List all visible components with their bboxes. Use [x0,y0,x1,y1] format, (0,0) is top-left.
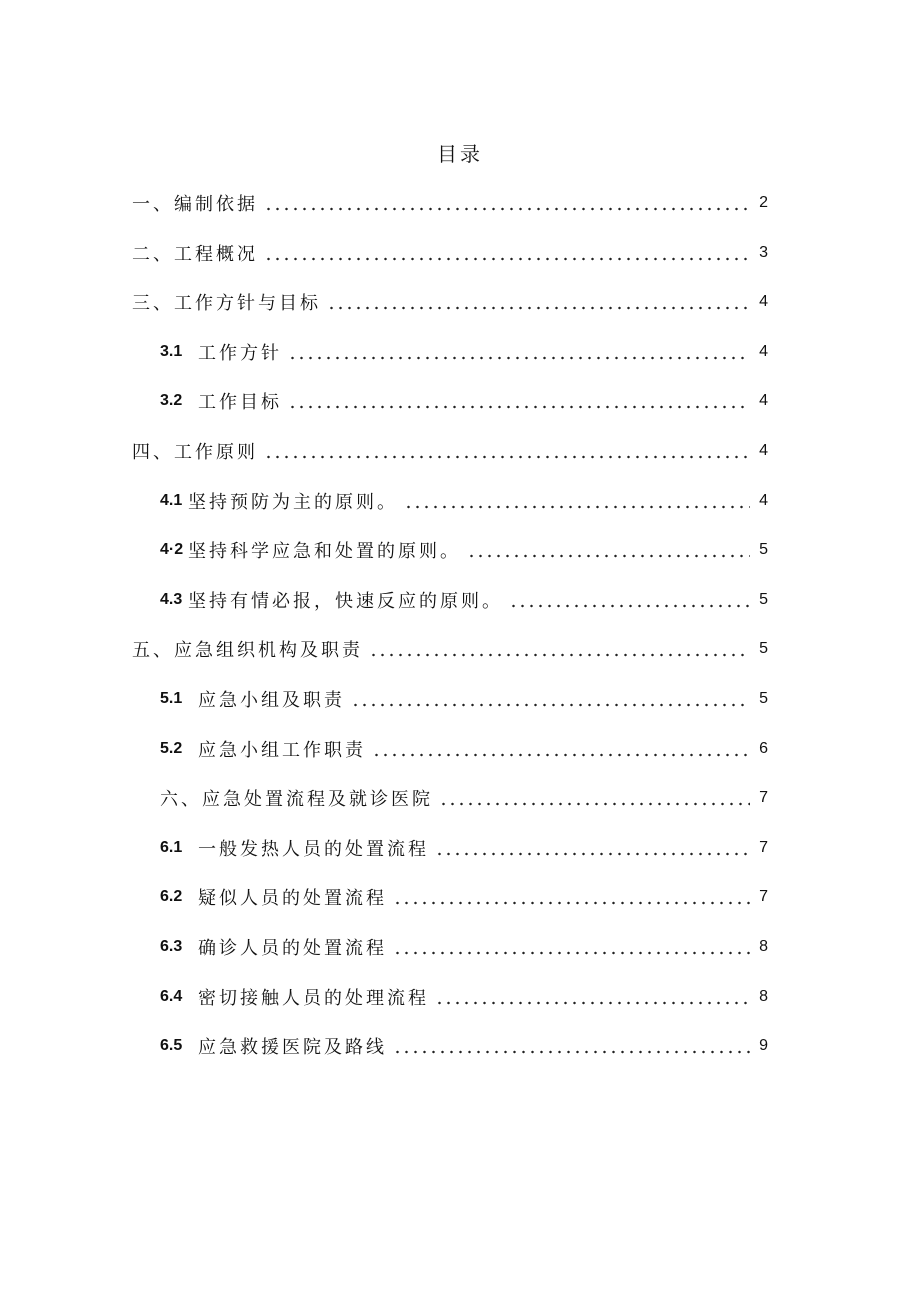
toc-entry-label: 应急小组及职责 [198,690,345,711]
toc-entry-label: 工作目标 [198,392,282,414]
toc-title: 目录 [437,142,483,166]
toc-entry-label: 一、编制依据 [132,194,258,215]
toc-entry-number: 3.2 [160,392,183,410]
toc-entry-number: 5.2 [160,739,183,757]
toc-entry[interactable] [160,872,768,922]
toc-entry-label: 六、应急处置流程及就诊医院 [160,789,433,811]
toc-entry[interactable] [160,773,768,823]
toc-leader-dots [372,752,750,758]
toc-entry[interactable] [160,922,768,972]
toc-entry-page: 5 [759,690,768,707]
toc-entry-page: 3 [759,243,768,261]
toc-entry-label: 疑似人员的处置流程 [198,888,387,910]
toc-entry[interactable] [160,476,768,526]
toc-leader-dots [467,553,750,559]
toc-leader-dots [509,603,750,609]
toc-entry-page: 7 [759,789,768,807]
toc-leader-dots [369,652,750,658]
toc-entry-page: 5 [759,541,768,559]
toc-leader-dots [435,1000,750,1006]
toc-entry-number: 6.2 [160,888,183,906]
toc-entry-page: 5 [759,640,768,658]
toc-entry-page: 2 [759,194,768,211]
toc-leader-dots [264,454,750,460]
toc-leader-dots [264,206,750,212]
toc-entry-label: 坚持科学应急和处置的原则。 [188,541,461,563]
toc-entry-page: 8 [759,938,768,955]
toc-entry-page: 5 [759,590,768,608]
toc-entry-page: 4 [759,442,768,459]
toc-leader-dots [351,702,750,708]
toc-entry-label: 密切接触人员的处理流程 [198,987,429,1009]
toc-entry-number: 6.1 [160,838,183,856]
toc-entry[interactable] [160,575,768,625]
toc-leader-dots [439,801,750,807]
toc-entry[interactable] [160,327,768,377]
toc-leader-dots [404,504,750,510]
toc-entry[interactable] [160,823,768,873]
toc-entry[interactable] [160,674,768,724]
toc-entry-label: 四、工作原则 [132,442,258,463]
toc-leader-dots [393,1049,750,1055]
toc-leader-dots [327,305,750,311]
toc-entry-label: 坚持有情必报，快速反应的原则。 [188,590,503,612]
toc-entry-number: 4.3 [160,590,183,608]
toc-leader-dots [435,851,750,857]
toc-entry-page: 7 [759,838,768,856]
toc-entry-label: 二、工程概况 [132,243,258,265]
toc-entry-label: 应急救援医院及路线 [198,1037,387,1059]
toc-entry-label: 确诊人员的处置流程 [198,938,387,959]
toc-entry-label: 三、工作方针与目标 [132,293,321,315]
toc-entry-label: 五、应急组织机构及职责 [132,640,363,662]
toc-entry-page: 4 [759,491,768,509]
toc-entry[interactable] [160,724,768,774]
toc-entry[interactable] [132,277,768,327]
toc-entry[interactable] [160,525,768,575]
toc-entry-number: 3.1 [160,342,183,360]
toc-entry-number: 6.5 [160,1037,183,1055]
toc-leader-dots [288,355,750,361]
toc-entry[interactable] [132,426,768,476]
toc-entry-label: 一般发热人员的处置流程 [198,838,429,860]
toc-leader-dots [393,950,750,956]
toc-entry-number: 6.3 [160,938,183,955]
toc-entry[interactable] [132,624,768,674]
toc-leader-dots [264,256,750,262]
toc-entry-number: 4·2 [160,541,184,559]
toc-entry-page: 6 [759,739,768,757]
toc-entry-page: 7 [759,888,768,906]
toc-entry-label: 应急小组工作职责 [198,739,366,761]
toc-entry[interactable] [160,1021,768,1071]
toc-entry[interactable] [132,178,768,228]
toc-entry[interactable] [160,972,768,1022]
toc-entry-page: 4 [759,342,768,360]
toc-entry-number: 6.4 [160,987,183,1005]
toc-entry[interactable] [132,228,768,278]
toc-entry-label: 工作方针 [198,342,282,364]
toc-leader-dots [288,404,750,410]
toc-entry-number: 4.1 [160,491,183,509]
toc-entry-page: 9 [759,1037,768,1055]
toc-leader-dots [393,900,750,906]
toc-entry[interactable] [160,376,768,426]
toc-entry-page: 8 [759,987,768,1005]
toc-entry-label: 坚持预防为主的原则。 [188,491,398,513]
toc-entry-page: 4 [759,392,768,410]
toc-entry-page: 4 [759,293,768,311]
toc-entry-number: 5.1 [160,690,183,707]
